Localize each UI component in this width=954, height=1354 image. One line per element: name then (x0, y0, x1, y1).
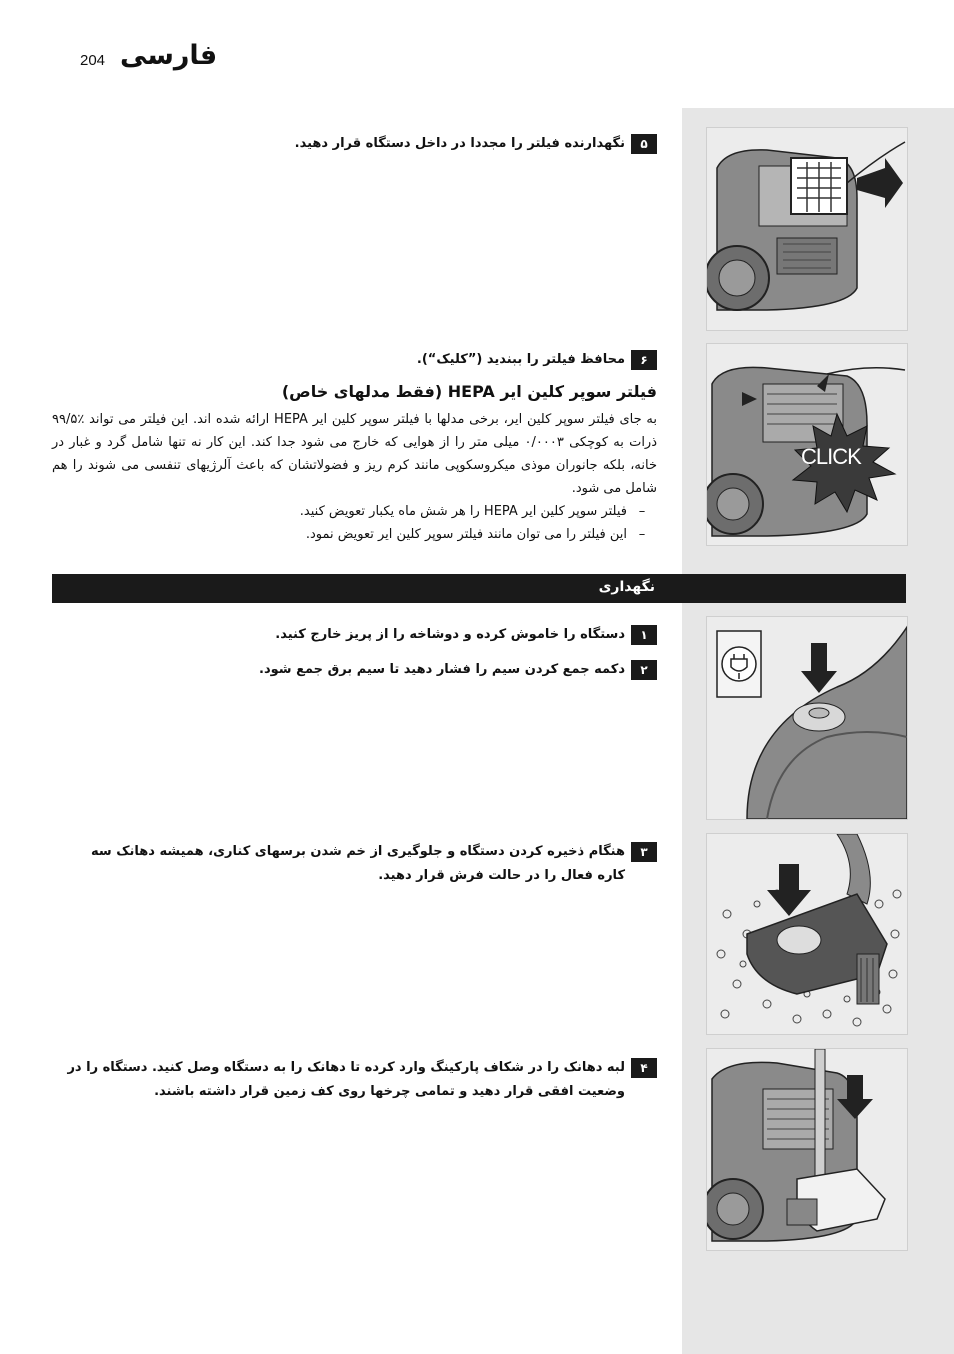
illustration-filter-holder (707, 128, 907, 330)
section-title: نگهداری (598, 579, 655, 595)
bullet-dash: – (638, 527, 646, 542)
illustration-parking-nozzle (707, 1049, 907, 1250)
hepa-heading: فیلتر سوپر کلین ایر HEPA (فقط مدلهای خاص) (281, 382, 657, 401)
step-number-badge: ۳ (631, 842, 657, 862)
hepa-paragraph: به جای فیلتر سوپر کلین ایر، برخی مدلها با فیلتر سوپر کلین ایر HEPA ارائه شده اند. این فیلتر می تواند ٪۹۹/۵ ذرات به کوچکی ۰/۰۰۰۳ میلی متر را از هوایی که خارج می شود جدا کند. این کار نه تنها شامل گرد و غبار در خانه، بلکه جانوران موذی میکروسکوپی مانند کرم ریز و فضولاتشان که باعث آلرژیهای تنفسی می شوند را هم شامل می شود. (52, 412, 658, 496)
maintenance-step-4 (60, 1056, 657, 1104)
page-title: فارسی (120, 40, 218, 71)
step-text: دکمه جمع کردن سیم را فشار دهید تا سیم برق جمع شود. (259, 662, 625, 677)
step-number-badge: ۵ (631, 134, 657, 154)
maintenance-step-1 (275, 623, 657, 648)
maintenance-step-2 (259, 658, 657, 683)
step-number-badge: ۲ (631, 660, 657, 680)
section-header-bar (52, 574, 906, 603)
step-number-badge: ۴ (631, 1058, 657, 1078)
page-number: 204 (80, 52, 106, 69)
step-number-badge: ۱ (631, 625, 657, 645)
step-6 (417, 348, 657, 373)
illustration-close-filter-cover (707, 344, 907, 545)
bullet-text: این فیلتر را می توان مانند فیلتر سوپر کلین ایر تعویض نمود. (305, 527, 627, 542)
parking-drawing (707, 1049, 907, 1250)
bullet-dash: – (638, 504, 646, 519)
nozzle-drawing (707, 834, 907, 1034)
bullet-item (306, 523, 657, 546)
illustration-unplug (707, 617, 907, 819)
step-text: نگهدارنده فیلتر را مجددا در داخل دستگاه قرار دهید. (294, 136, 625, 151)
bullet-text: فیلتر سوپر کلین ایر HEPA را هر شش ماه یکبار تعویض کنید. (299, 504, 627, 519)
step-5 (295, 132, 657, 157)
maintenance-step-3 (60, 840, 657, 888)
unplug-drawing (707, 617, 907, 819)
step-text: هنگام ذخیره کردن دستگاه و جلوگیری از خم شدن برسهای کناری، همیشه دهانک سه کاره فعال را در حالت فرش قرار دهید. (91, 844, 625, 883)
step-number-badge: ۶ (631, 350, 657, 370)
click-label: CLICK (801, 444, 861, 469)
step-text: لبه دهانک را در شکاف پارکینگ وارد کرده تا دهانک را به دستگاه وصل کنید. دستگاه را در وضعیت افقی قرار دهید و تمامی چرخها روی کف زمین قرار داشته باشند. (67, 1060, 625, 1099)
bullet-item (300, 500, 657, 523)
step-text: دستگاه را خاموش کرده و دوشاخه را از پریز خارج کنید. (275, 627, 625, 642)
step-text: محافظ فیلتر را ببندید (”کلیک“). (416, 352, 625, 367)
vacuum-filter-drawing (707, 128, 907, 330)
illustration-nozzle-carpet (707, 834, 907, 1034)
